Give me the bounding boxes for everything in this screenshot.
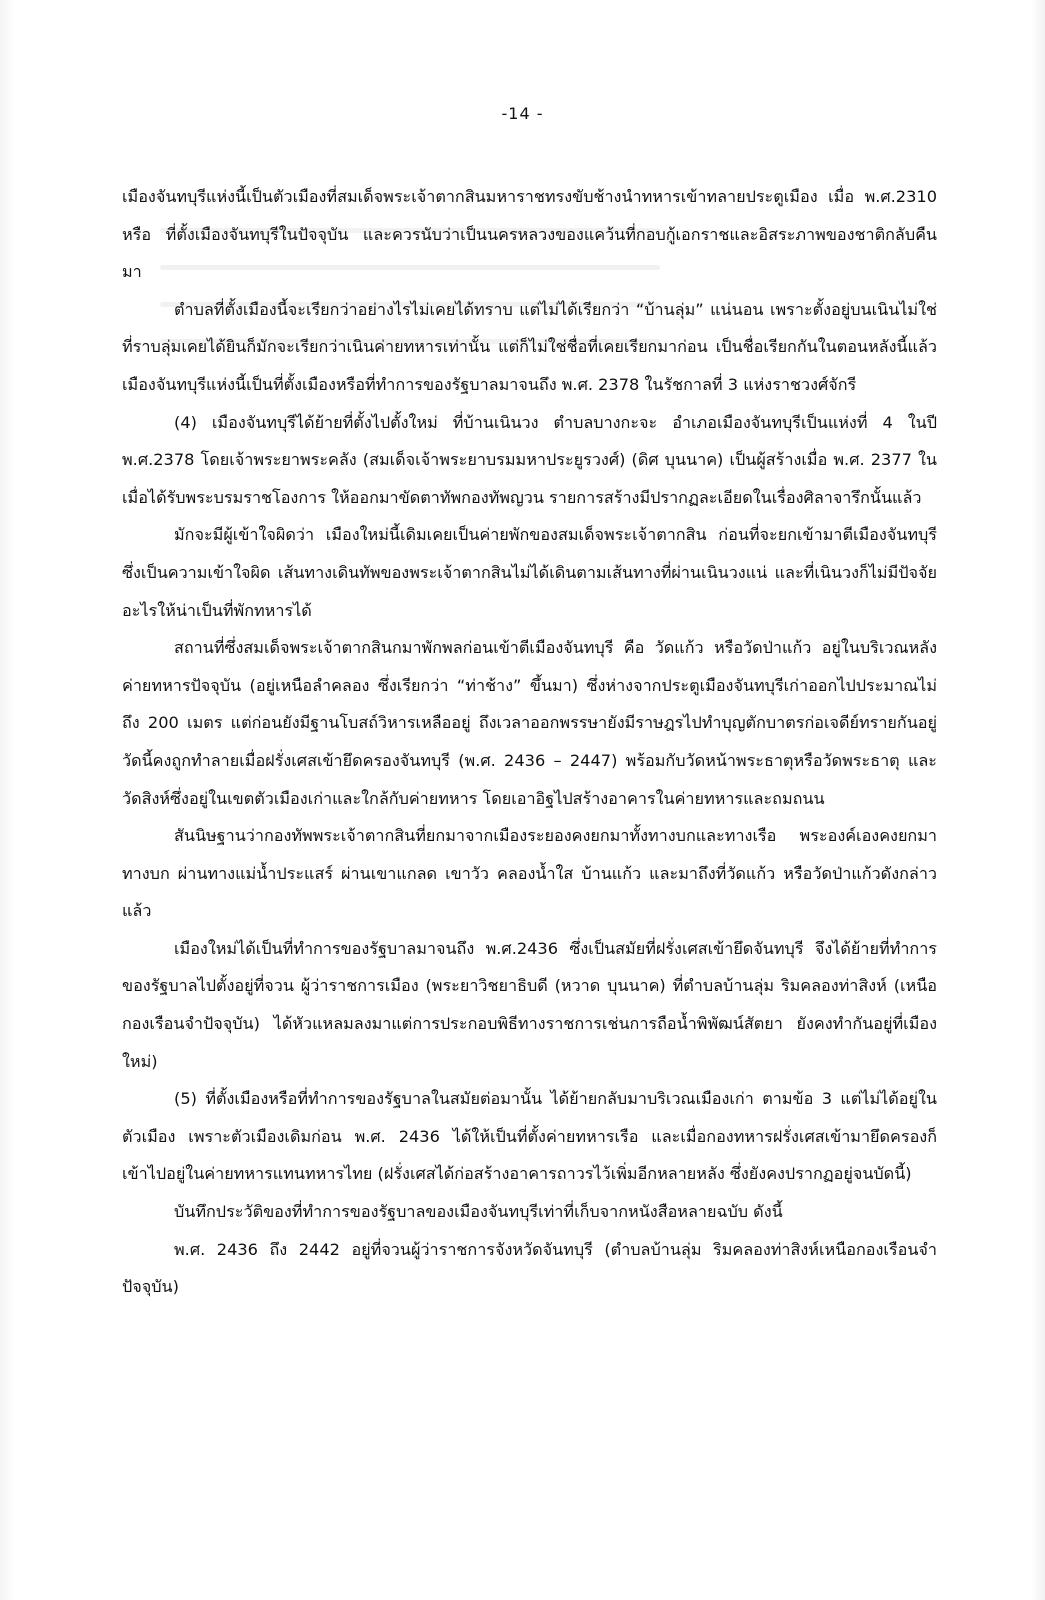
paragraph-1: เมืองจันทบุรีแห่งนี้เป็นตัวเมืองที่สมเด็จพระเจ้าตากสินมหาราชทรงขับช้างนำทหารเข้าทลายประตูเมือง เมื่อ พ.ศ.2310 หรือ ที่ตั้งเมืองจันทบุรีในปัจจุบัน และควรนับว่าเป็นนครหลวงของแคว้นที่กอบกู้เอกราชและอิสระภาพของชาติกลับคืนมา — [122, 187, 937, 282]
paragraph-5: สถานที่ซึ่งสมเด็จพระเจ้าตากสินกมาพักพลก่อนเข้าตีเมืองจันทบุรี คือ วัดแก้ว หรือวัดป่าแก้ว อยู่ในบริเวณหลังค่ายทหารปัจจุบัน (อยู่เหนือลำคลอง ซึ่งเรียกว่า “ท่าช้าง” ขึ้นมา) ซึ่งห่างจากประตูเมืองจันทบุรีเก่าออกไปประมาณไม่ถึง 200 เมตร แต่ก่อนยังมีฐานโบสถ์วิหารเหลืออยู่ ถึงเวลาออกพรรษายังมีราษฎรไปทำบุญตักบาตรก่อเจดีย์ทรายกันอยู่ วัดนี้คงถูกทำลายเมื่อฝรั่งเศสเข้ายึดครองจันทบุรี (พ.ศ. 2436 – 2447) พร้อมกับวัดหน้าพระธาตุหรือวัดพระธาตุ และวัดสิงห์ซึ่งอยู่ในเขตตัวเมืองเก่าและใกล้กับค่ายทหาร โดยเอาอิฐไปสร้างอาคารในค่ายทหารและถมถนน — [122, 638, 937, 808]
paragraph-10: พ.ศ. 2436 ถึง 2442 อยู่ที่จวนผู้ว่าราชการจังหวัดจันทบุรี (ตำบลบ้านลุ่ม ริมคลองท่าสิงห์เหนือกองเรือนจำปัจจุบัน) — [122, 1239, 937, 1297]
paragraph-2: ตำบลที่ตั้งเมืองนี้จะเรียกว่าอย่างไรไม่เคยได้ทราบ แต่ไม่ได้เรียกว่า “บ้านลุ่ม” แน่นอน เพราะตั้งอยู่บนเนินไม่ใช่ที่ราบลุ่มเคยได้ยินก็มักจะเรียกว่าเนินค่ายทหารเท่านั้น แต่ก็ไม่ใช่ชื่อที่เคยเรียกมาก่อน เป็นชื่อเรียกกันในตอนหลังนี้แล้ว เมืองจันทบุรีแห่งนี้เป็นที่ตั้งเมืองหรือที่ทำการของรัฐบาลมาจนถึง พ.ศ. 2378 ในรัชกาลที่ 3 แห่งราชวงศ์จักรี — [122, 299, 937, 394]
paragraph-7: เมืองใหม่ได้เป็นที่ทำการของรัฐบาลมาจนถึง พ.ศ.2436 ซึ่งเป็นสมัยที่ฝรั่งเศสเข้ายึดจันทบุรี จึงได้ย้ายที่ทำการของรัฐบาลไปตั้งอยู่ที่จวน ผู้ว่าราชการเมือง (พระยาวิชยาธิบดี (หวาด บุนนาค) ที่ตำบลบ้านลุ่ม ริมคลองท่าสิงห์ (เหนือกองเรือนจำปัจจุบัน) ได้หัวแหลมลงมาแต่การประกอบพิธีทางราชการเช่นการถือน้ำพิพัฒน์สัตยา ยังคงทำกันอยู่ที่เมืองใหม่) — [122, 938, 937, 1071]
paragraph-6: สันนิษฐานว่ากองทัพพระเจ้าตากสินที่ยกมาจากเมืองระยองคงยกมาทั้งทางบกและทางเรือ พระองค์เองคงยกมาทางบก ผ่านทางแม่น้ำประแสร์ ผ่านเขาแกลด เขาวัว คลองน้ำใส บ้านแก้ว และมาถึงที่วัดแก้ว หรือวัดป่าแก้วดังกล่าวแล้ว — [122, 826, 937, 921]
document-body — [122, 178, 937, 1306]
paragraph-9: บันทึกประวัติของที่ทำการของรัฐบาลของเมืองจันทบุรีเท่าที่เก็บจากหนังสือหลายฉบับ ดังนี้ — [174, 1202, 783, 1222]
paragraph-4: มักจะมีผู้เข้าใจผิดว่า เมืองใหม่นี้เดิมเคยเป็นค่ายพักของสมเด็จพระเจ้าตากสิน ก่อนที่จะยกเข้ามาตีเมืองจันทบุรี ซึ่งเป็นความเข้าใจผิด เส้นทางเดินทัพของพระเจ้าตากสินไม่ได้เดินตามเส้นทางที่ผ่านเนินวงแน่ และที่เนินวงก็ไม่มีปัจจัยอะไรให้น่าเป็นที่พักทหารได้ — [122, 525, 937, 620]
paragraph-3: (4) เมืองจันทบุรีได้ย้ายที่ตั้งไปตั้งใหม่ ที่บ้านเนินวง ตำบลบางกะจะ อำเภอเมืองจันทบุรีเป็นแห่งที่ 4 ในปี พ.ศ.2378 โดยเจ้าพระยาพระคลัง (สมเด็จเจ้าพระยาบรมมหาประยูรวงศ์) (ดิศ บุนนาค) เป็นผู้สร้างเมื่อ พ.ศ. 2377 ในเมื่อได้รับพระบรมราชโองการ ให้ออกมาขัดตาทัพกองทัพญวน รายการสร้างมีปรากฏละเอียดในเรื่องศิลาจารึกนั้นแล้ว — [122, 412, 937, 507]
paragraph-8: (5) ที่ตั้งเมืองหรือที่ทำการของรัฐบาลในสมัยต่อมานั้น ได้ย้ายกลับมาบริเวณเมืองเก่า ตามข้อ 3 แต่ไม่ได้อยู่ในตัวเมือง เพราะตัวเมืองเดิมก่อน พ.ศ. 2436 ได้ให้เป็นที่ตั้งค่ายทหารเรือ และเมื่อกองทหารฝรั่งเศสเข้ามายึดครองก็เข้าไปอยู่ในค่ายทหารแทนทหารไทย (ฝรั่งเศสได้ก่อสร้างอาคารถาวรไว้เพิ่มอีกหลายหลัง ซึ่งยังคงปรากฏอยู่จนบัดนี้) — [122, 1089, 937, 1184]
page-number: -14 - — [501, 104, 544, 123]
